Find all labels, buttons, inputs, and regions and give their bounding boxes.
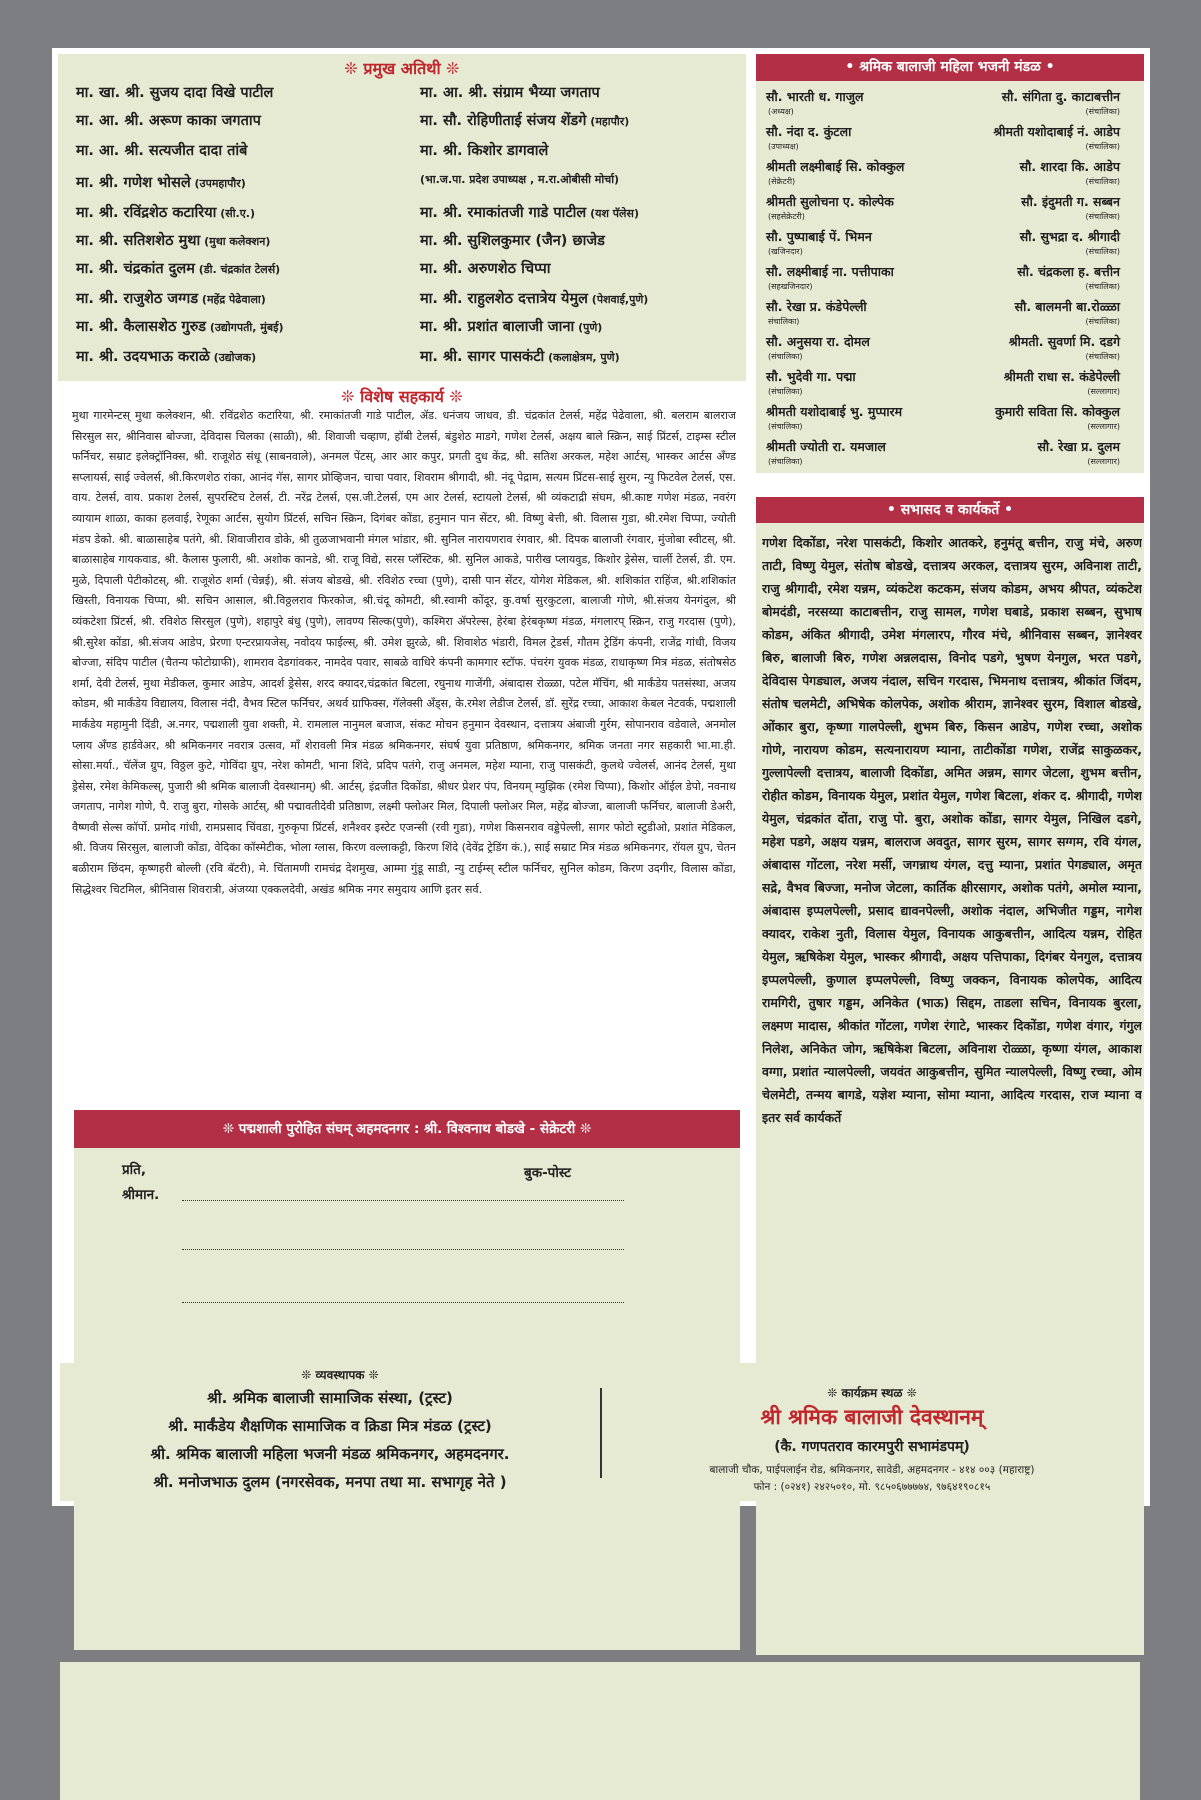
member-name: सौ. पुष्पाबाई पें. भिमन — [766, 229, 872, 244]
guest-entry — [420, 316, 602, 336]
guest-entry — [76, 172, 246, 192]
member-role: (संचालिका) — [768, 387, 803, 396]
member-role: (खजिनदार) — [768, 247, 803, 256]
sabhasad-text: गणेश दिकोंडा, नरेश पासकंटी, किशोर आतकरे, हनुमंतू बत्तीन, राजु मंचे, अरुण ताटी, विष्णु येमुल, संतोष बोडखे, दत्तात्रय अरकल, दत्तात्रय सुरम, अविनाश ताटी, राजु श्रीगादी, रमेश यन्नम, व्यंकटेश कटकम, संजय कोडम, अभय श्रीपत, व्यंकटेश बोमदंडी, नरसय्या काटाबत्तीन, राजु सामल, गणेश घबाडे, प्रकाश सब्बन, सुभाष कोडम, अंकित श्रीगादी, उमेश मंगलारप, गौरव मंचे, श्रीनिवास सब्बन, ज्ञानेश्वर बिरु, बालाजी बिरु, गणेश अन्नलदास, विनोद पडगे, भुषण येनगुल, भरत पडगे, देविदास पेगड्याल, अजय नंदाल, सचिन गरदास, भिमनाथ दत्तात्रय, श्रीकांत जिंदम, संतोष चलमेटी, अभिषेक कोलपेक, अशोक श्रीराम, ज्ञानेश्वर सुरम, विशाल बोडखे, ओंकार बुरा, कृष्णा गालपेल्ली, शुभम बिरु, किसन आडेप, गणेश रच्चा, अशोक गोणे, नारायण कोडम, सत्यनारायण म्याना, ताटीकोंडा गणेश, राजेंद्र साकुळकर, गुल्लापेल्ली दत्तात्रय, बालाजी दिकोंडा, अमित अन्नम, सागर जेटला, शुभम बत्तीन, रोहीत कोडम, विनायक येमुल, प्रशांत येमुल, गणेश बिटला, शंकर द. श्रीगादी, गणेश येमुल, चंद्रकांत दोंता, राजु पो. बुरा, अशोक कोंडा, सागर येमुल, निखिल दडगे, महेश पडगे, अक्षय यन्नम, बालराज अवदुत, सागर सुरम, सागर सग्गम, रवि यंगल, अंबादास गोंटला, नरेश मर्सी, जगन्नाथ यंगल, दत्तु म्याना, प्रशांत पेगड्याल, अमृत सद्रे, वैभव बिज्जा, मनोज जेटला, कार्तिक क्षीरसागर, अशोक पतंगे, अमोल म्याना, अंबादास इप्पलपेल्ली, प्रसाद द्यावनपेल्ली, अशोक नंदाल, अभिजीत गड्डम, नागेश क्यादर, राकेश नुती, विलास येमुल, विनायक आकुबत्तीन, आदित्य यन्नम, रोहित येमुल, ऋषिकेश येमुल, भास्कर श्रीगादी, अक्षय पत्तिपाका, दिगंबर येनगुल, दत्तात्रय इप्पलपेल्ली, कुणाल इप्पलपेल्ली, विष्णु जक्कन, विनायक कोलपेक, आदित्य रामगिरी, तुषार गड्डम, अनिकेत (भाऊ) सिद्दम, ताडला सचिन, विनायक बुरला, लक्ष्मण मादास, श्रीकांत गोंटला, गणेश रंगाटे, भास्कर दिकोंडा, गणेश वंगार, गंगुल निलेश, अनिकेत जोग, ऋषिकेश बिटला, अविनाश रोळ्ळा, कृष्णा यंगल, आकाश वग्गा, प्रशांत न्यालपेल्ली, जयवंत आकुबत्तीन, सुमित न्यालपेल्ली, विष्णु रच्चा, ओम चेलमेटी, तन्मय बागडे, यज्ञेश म्याना, सोमा म्याना, आदित्य गरदास, राज म्याना व इतर सर्व कार्यकर्ते — [762, 535, 1142, 1125]
member-role: (संचालिका) — [768, 457, 803, 466]
guest-name: मा. श्री. रविंद्रशेठ कटारिया — [76, 205, 217, 221]
guest-entry — [76, 82, 273, 102]
member-name: सौ. नंदा द. कुंटला — [766, 124, 852, 139]
member-role: (सल्लागार) — [1087, 457, 1120, 466]
guest-entry — [76, 316, 284, 336]
member-name: सौ. इंदुमती ग. सब्बन — [1021, 194, 1120, 209]
venue-phone: फोन : (०२४१) २४२५०१०, मो. ९८५०६७७७७४, ९७६४१९०८१५ — [753, 1481, 991, 1493]
shriman-label: श्रीमान. — [122, 1187, 160, 1203]
guest-name: मा. श्री. चंद्रकांत दुलम — [76, 261, 195, 277]
venue-title: श्री श्रमिक बालाजी देवस्थानम् — [760, 1405, 984, 1429]
guest-note: (यश पॅलेस) — [586, 207, 639, 220]
member-role: (संचालिका) — [1085, 212, 1120, 221]
member-name: सौ. लक्ष्मीबाई ना. पत्तीपाका — [766, 264, 894, 279]
organizer-line: श्री. श्रमिक बालाजी महिला भजनी मंडळ श्रमिकनगर, अहमदनगर. — [150, 1445, 510, 1463]
member-role: (संचालिका) — [1085, 177, 1120, 186]
member-role: (संचालिका) — [1085, 282, 1120, 291]
guest-name: मा. आ. श्री. सत्यजीत दादा तांबे — [76, 143, 248, 159]
member-role: (सेक्रेटरी) — [768, 177, 796, 186]
guest-entry — [76, 230, 270, 250]
guest-entry — [420, 288, 648, 308]
member-name: सौ. बालमनी बा.रोळ्ळा — [1014, 299, 1120, 314]
guest-note: (पेशवाई,पुणे) — [587, 293, 649, 306]
guest-note: (महापौर) — [586, 115, 630, 128]
member-role: (सहसेक्रेटरी) — [768, 212, 805, 221]
member-name: सौ. शारदा कि. आडेप — [1019, 159, 1120, 174]
guest-entry — [420, 346, 620, 366]
guest-name: मा. श्री. गणेश भोसले — [76, 175, 191, 191]
member-role: संचालिका) — [768, 317, 800, 326]
member-name: श्रीमती लक्ष्मीबाई सि. कोक्कुल — [766, 159, 905, 174]
guest-note: (उद्योजक) — [209, 351, 257, 364]
book-post-label: बुक-पोस्ट — [524, 1165, 571, 1181]
guest-note: (महेंद्र पेढेवाला) — [198, 293, 266, 306]
guest-name: मा. श्री. सतिशशेठ मुथा — [76, 233, 201, 249]
guest-note: (उद्योगपती, मुंबई) — [206, 321, 284, 334]
guest-note: (मुथा कलेक्शन) — [200, 235, 271, 248]
guest-note: (सी.ए.) — [216, 207, 256, 220]
guest-note: (उपमहापौर) — [190, 177, 246, 190]
guest-name: मा. सौ. रोहिणीताई संजय शेंडगे — [420, 113, 587, 129]
organizer-line: श्री. मार्कंडेय शैक्षणिक सामाजिक व क्रिडा मित्र मंडळ (ट्रस्ट) — [168, 1417, 492, 1435]
guest-entry — [76, 110, 261, 130]
guest-entry — [420, 82, 600, 102]
member-name: सौ. अनुसया रा. दोमल — [766, 334, 870, 349]
guest-name: मा. श्री. राहुलशेठ दत्तात्रेय येमुल — [420, 291, 588, 307]
member-role: (संचालिका) — [768, 352, 803, 361]
member-name: सौ. संगिता दु. काटाबत्तीन — [1001, 89, 1120, 104]
guest-entry — [76, 346, 256, 366]
member-name: श्रीमती यशोदाबाई नं. आडेप — [993, 124, 1120, 139]
member-role: (सल्लागार) — [1087, 387, 1120, 396]
purohit-banner: ❊ पद्मशाली पुरोहित संघम् अहमदनगर : श्री. विश्वनाथ बोडखे - सेक्रेटरी ❊ — [74, 1110, 740, 1148]
guest-entry — [420, 230, 605, 250]
member-role: (सल्लागार) — [1087, 422, 1120, 431]
address-line-2 — [182, 1249, 624, 1250]
member-role: (सहखजिनदार) — [768, 282, 813, 291]
organizer-heading: ❊ व्यवस्थापक ❊ — [301, 1368, 379, 1382]
special-text: मुथा गारमेन्टस् मुथा कलेक्शन, श्री. रविंद्रशेठ कटारिया, श्री. रमाकांतजी गाडे पाटील, ॲड. धनंजय जाधव, डी. चंद्रकांत टेलर्स, महेंद्र पेढेवाला, श्री. बलराम बालराज सिरसुल सर, श्रीनिवास बोज्जा, देविदास चिलका (साळी), श्री. शिवाजी चव्हाण, हॉबी टेलर्स, बंडुशेठ माडगे, गणेश टेलर्स, अक्षय बाले स्क्रिन, साई प्रिंटर्स, टाइम्स स्टील फर्निचर, सम्राट इलेक्ट्रॉनिक्स, श्री. राजूशेठ संधू (साबनवाले), अनमल पेंटस्, आर आर कपुर, प्रगती दुध केंद्र, श्री. सतिश अरकल, महेश आर्टस्, भास्कर आर्टस अँण्ड सप्लायर्स, साई ज्वेलर्स, श्री.किरणशेठ रांका, आनंद गॅस, सागर प्रोव्हिजन, चाचा पवार, शिवराम श्रीगादी, श्री. नंदू पेद्राम, सत्यम प्रिंटस-साई सुरम, न्यु फिटवेल टेलर्स, एस. वाय. टेलर्स, वाय. प्रकाश टेलर्स, सुपरस्टिच टेलर्स, टी. नरेंद्र टेलर्स, एस.जी.टेलर्स, एम आर टेलर्स, स्टायलो टेलर्स, श्री व्यंकटाद्री संघम, श्री.काष्ट गणेश मंडळ, नवरंग व्यायाम शाळा, काका हलवाई, रेणूका आर्टस, सुयोग प्रिंटर्स, सचिन स्क्रिन, दिगंबर कोंडा, हनुमान पान सेंटर, श्री. विष्णु बेत्ती, श्री. विलास गुडा, श्री.रमेश चिप्पा, ज्योती मंडप डेको. श्री. बाळासाहेब पतंगे, श्री. शिवाजीराव डोके, श्री तुळजाभवानी मंगल भांडार, श्री. सुनिल नारायणराव रंगवार, श्री. दिपक बालाजी रंगवार, मुंजोबा स्वीटस्, श्री. बाळासाहेब गायकवाड, श्री. कैलास फुलारी, श्री. अशोक कानडे, श्री. राजू विद्ये, सरस प्लॅस्टिक, श्री. सुनिल आकडे, पारीख प्लायवुड, किशोर ड्रेसेस, चार्ली टेलर्स, डी. एम. मुळे, दिपाली पेटीकोटस्, श्री. राजूशेठ शर्मा (चेन्नई), श्री. संजय बोडखे, श्री. रविशेठ रच्चा (पुणे), दासी पान सेंटर, योगेश मेडिकल, श्री. शशिकांत राहिंज, श्री.शशिकांत खिस्ती, विनायक चिप्पा, श्री. सचिन आसाल, श्री.विठ्ठलराव फिरकोज, श्री.चंदू कोमटी, श्री.स्वामी कोंदूर, कु.वर्षा सुरकुटला, बालाजी गोणे, श्री.संजय येनगंदुल, श्री व्यंकटेशा प्रिंटर्स, श्री. रविशेठ सिरसुल (पुणे), शहापुरे बंधु (पुणे), लावण्य सिल्क(पुणे), कश्मिरा ॲपरेल्स, हेरंबा हेरंबकृष्ण मंडळ, मंगलारप् स्क्रिन, राजु गरदास (पुणे), श्री.सुरेश कोंडा, श्री.संजय आडेप, प्रेरणा एन्टरप्रायजेस्, नवोदय फाईल्स्, श्री. उमेश झुरळे, श्री. शिवाशेठ भंडारी, विमल ट्रेडर्स, गौतम ट्रेडिंग कंपनी, राजेंद्र गांधी, विजय बोज्जा, संदिप पाटील (चैतन्य फोटोग्राफी), शामराव देडगांवकर, नामदेव पवार, साबळे वाधिरे कंपनी कामगार स्टॉफ. पंचरंग युवक मंडळ, राधाकृष्ण मित्र मंडळ, संतोषसेठ शर्मा, देवी टेलर्स, मुथा मेडीकल, कुमार आडेप, आदर्श ड्रेसेस, शरद क्यादर,चंद्रकांत बिटला, रघुनाथ गाजेंगी, अंबादास रोळ्ळा, पटेल मॅचिंग, श्री मार्कंडेय पतसंस्था, अजय कोडम, श्री मार्कंडेय विद्यालय, विलास नंदी, वैभव स्टिल फर्निचर, अथर्व ग्राफिक्स, गॅलेक्सी अँड्स, के.रमेश लेडीज टेलर्स, डॉ. सुरेंद्र रच्चा, आकाश केबल नेटवर्क, पद्मशाली मार्कंडेय महामुनी दिंडी, अ.नगर, पद्मशाली युवा शक्ती, मे. रामलाल नानुमल बजाज, संकट मोचन हनुमान देवस्थान, दत्तात्रय अंबाजी गुर्रम, सोपानराव वडेवाले, अनमोल प्लाय अँण्ड हार्डवेअर, श्री श्रमिकनगर नवरात्र उत्सव, माँ शेरावली मित्र मंडळ श्रमिकनगर, संघर्ष युवा प्रतिष्ठाण, श्रमिकनगर, श्रमिक जनता नगर सहकारी भा.मा.ही. सोसा.मर्या., चॅलेंज ग्रुप, विठ्ठल कुटे, गोविंदा ग्रुप, नरेश कोमटी, भाना शिंदे, प्रदिप पतंगे, राजु अनमल, महेश म्याना, राजु पासकंटी, कुलथे ज्वेलर्स, आनंद टेलर्स, मुथा ड्रेसेस, रमेश केमिकल्स्, पुजारी श्री श्रमिक बालाजी देवस्थानम्) श्री. आर्टस्, इंद्रजीत दिकोंडा, श्रीधर प्रेशर पंप, विनयम् म्युझिक (रमेश चिप्पा), किशोर ऑईल डेपो, नवनाथ जगताप, नागेश गोणे, पै. राजु बुरा, गोसके आर्टस्, श्री पद्मावतीदेवी प्रतिष्ठाण, लक्ष्मी फ्लोअर मिल, दिपाली फ्लोअर मिल, महेंद्र बोज्जा, बालाजी फर्निचर, बालाजी डेअरी, वैष्णवी सेल्स कॉर्पो. प्रमोद गांधी, रामप्रसाद चिंवडा, गुरुकृपा प्रिंटर्स, शनैश्वर इस्टेट एजन्सी (रवी गुडा), गणेश किसनराव वड्डेपेल्ली, सागर फोटो स्टुडीओ, प्रशांत मेडिकल, श्री. विजय सिरसुल, बालाजी कोंडा, वेदिका कॉस्मेटीक, भोला ग्लास, किरण वल्लाकट्टी, किरण शिंदे (देवेंद्र ट्रेडिंग कं.), साई सम्राट मित्र मंडळ श्रमिकनगर, रॉयल ग्रुप, चेतन बळीराम छिंदम, कृष्णहरी बोल्ली (रवि बॅटरी), मे. चिंतामणी रामचंद्र देशमुख, आम्मा गुंडू साडी, न्यु टाईम्स् स्टील फर्निचर, सुनिल कोडम, किरण उदगीर, विलास कोंडा, सिद्धेश्वर चिटमिल, श्रीनिवास शिवरात्री, अंजय्या एक्कलदेवी, अखंड श्रमिक नगर समुदाय आणि इतर सर्व. — [72, 409, 736, 896]
guest-name: मा. श्री. सागर पासकंटी — [420, 349, 545, 365]
prati-label: प्रति, — [122, 1162, 147, 1178]
guest-entry — [420, 110, 629, 130]
venue-subtitle: (कै. गणपतराव कारमपुरी सभामंडपम्) — [774, 1439, 970, 1455]
guest-name: मा. श्री. राजुशेठ जग्गड — [76, 291, 199, 307]
member-role: (अध्यक्ष) — [768, 107, 794, 116]
address-line-1 — [182, 1200, 624, 1201]
guest-entry — [76, 258, 280, 278]
guest-entry — [76, 288, 266, 308]
member-name: श्रीमती. सुवर्णा मि. दडगे — [1008, 334, 1120, 349]
address-line-3 — [182, 1302, 624, 1303]
guest-name: मा. श्री. किशोर डागवाले — [420, 143, 549, 159]
guest-entry — [420, 258, 551, 278]
guest-name: मा. श्री. उदयभाऊ कराळे — [76, 349, 210, 365]
member-role: (संचालिका) — [1085, 317, 1120, 326]
member-role: (संचालिका) — [1085, 107, 1120, 116]
member-name: श्रीमती राधा स. कंडेपेल्ली — [1003, 369, 1120, 384]
chief-guests-heading: ❊ प्रमुख अतिथी ❊ — [344, 59, 460, 78]
guest-name: मा. खा. श्री. सुजय दादा विखे पाटील — [76, 85, 274, 101]
guest-entry — [76, 202, 255, 222]
member-name: कुमारी सविता सि. कोक्कुल — [995, 404, 1120, 419]
guest-note: (पुणे) — [574, 321, 603, 334]
member-name: श्रीमती ज्योती रा. यमजाल — [766, 439, 886, 454]
venue-heading: ❊ कार्यक्रम स्थळ ❊ — [827, 1386, 917, 1400]
guest-entry — [420, 202, 639, 222]
guest-name: मा. आ. श्री. संग्राम भैय्या जगताप — [420, 85, 600, 101]
member-name: सौ. रेखा प्र. कंडेपेल्ली — [766, 299, 867, 314]
member-role: (संचालिका) — [1085, 247, 1120, 256]
kishor-note: (भा.ज.पा. प्रदेश उपाध्यक्ष , म.रा.ओबीसी मोर्चा) — [420, 173, 620, 186]
venue-address: बालाजी चौक, पाईपलाईन रोड, श्रमिकनगर, सावेडी, अहमदनगर - ४१४ ००३ (महाराष्ट्र) — [709, 1464, 1035, 1476]
guest-entry — [76, 140, 247, 160]
member-name: सौ. सुभद्रा द. श्रीगादी — [1019, 229, 1120, 244]
member-name: श्रीमती सुलोचना ए. कोल्पेक — [766, 194, 894, 209]
member-name: श्रीमती यशोदाबाई भु. मुप्पारम — [766, 404, 903, 419]
member-name: सौ. भारती ध. गाजुल — [766, 89, 864, 104]
member-role: (उपाध्यक्ष) — [768, 142, 799, 151]
guest-note: (कलाक्षेत्रम, पुणे) — [544, 351, 620, 364]
member-role: (संचालिका) — [1085, 142, 1120, 151]
guest-entry — [420, 140, 548, 160]
member-role: (संचालिका) — [768, 422, 803, 431]
guest-name: मा. आ. श्री. अरूण काका जगताप — [76, 113, 261, 129]
member-name: सौ. चंद्रकला ह. बत्तीन — [1017, 264, 1120, 279]
member-role: (संचालिका) — [1085, 352, 1120, 361]
guest-note: (डी. चंद्रकांत टेलर्स) — [194, 263, 281, 276]
organizer-line: श्री. मनोजभाऊ दुलम (नगरसेवक, मनपा तथा मा. सभागृह नेते ) — [153, 1473, 507, 1491]
organizer-line: श्री. श्रमिक बालाजी सामाजिक संस्था, (ट्रस्ट) — [207, 1389, 453, 1407]
mandal-banner: • श्रमिक बालाजी महिला भजनी मंडळ • — [756, 54, 1144, 81]
footer-panel — [60, 1662, 1140, 1800]
guest-name: मा. श्री. कैलासशेठ गुरुड — [76, 319, 207, 335]
guest-name: मा. श्री. रमाकांतजी गाडे पाटील — [420, 205, 587, 221]
sabhasad-banner: • सभासद व कार्यकर्ते • — [756, 497, 1144, 523]
guest-name: मा. श्री. प्रशांत बालाजी जाना — [420, 319, 575, 335]
special-heading: ❊ विशेष सहकार्य ❊ — [341, 387, 463, 406]
guest-name: मा. श्री. अरुणशेठ चिप्पा — [420, 261, 551, 277]
member-name: सौ. रेखा प्र. दुलम — [1037, 439, 1120, 454]
guest-name: मा. श्री. सुशिलकुमार (जैन) छाजेड — [420, 233, 605, 249]
member-name: सौ. भुदेवी गा. पद्मा — [766, 369, 856, 384]
